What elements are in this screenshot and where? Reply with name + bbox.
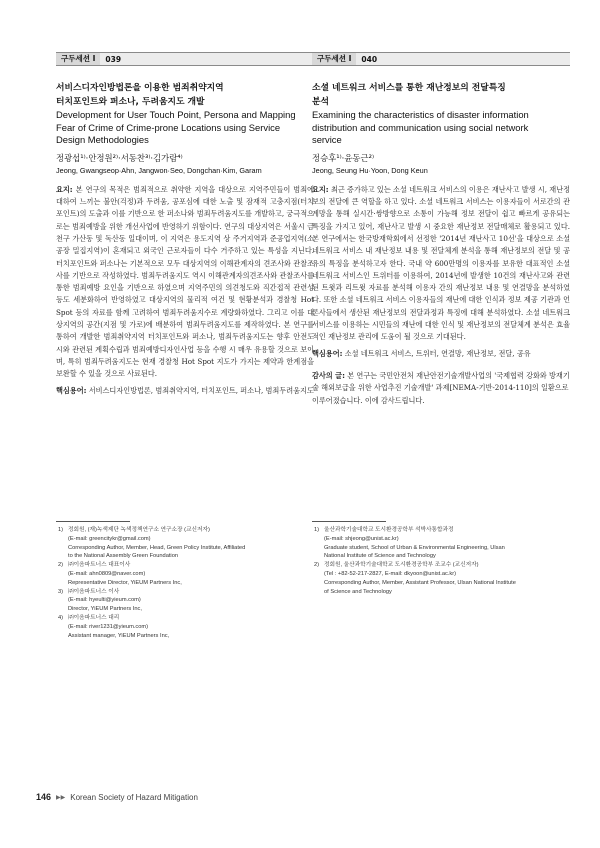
left-footnotes bbox=[56, 526, 312, 640]
authors-korean: 정승후¹⁾·윤동근²⁾ bbox=[312, 152, 375, 163]
section-number: 040 bbox=[361, 54, 378, 64]
double-arrow-icon: ▶▶ bbox=[56, 794, 66, 801]
section-number: 039 bbox=[105, 54, 122, 64]
abstract bbox=[312, 184, 570, 344]
title-korean: 소셜 네트워크 서비스를 통한 재난정보의 전달특징 분석 bbox=[312, 83, 506, 107]
right-article bbox=[312, 52, 570, 407]
keywords-label: 핵심용어: bbox=[56, 385, 87, 395]
footnote: 2) ㈜이음파트너스 대표이사 (E-mail: ahn0809@naver.com) Representative Director, YiEUM Partners Inc, bbox=[58, 562, 182, 586]
keywords-text: 서비스디자인방법론, 범죄취약지역, 터치포인트, 퍼소나, 범죄두려움지도 bbox=[86, 385, 314, 395]
abstract-text: 본 연구의 목적은 범죄적으로 취약한 지역을 대상으로 지역주민들이 범죄에 대하여 느끼는 불안(걱정)과 두려움, 공포심에 대한 노출 및 잠재적 고충지점(터치포인트)의 도출과 이를 기반으로 한 퍼소나와 범죄두려움지도를 개발하고, 궁극적으로는 범죄예방을 위한 개선사업에 반영하기 위함이다. 연구의 대상지역은 서울시 금천구 가산동 및 독산동 일대이며, 이 지역은 용도지역 상 주거지역과 준공업지역(소공장 밀집지역)이 혼재되고 외국인 근로자들이 다수 거주하고 있는 특성을 지닌다. 터치포인트와 퍼소나는 기본적으로 모두 대상지역의 이해관계자의 견조사와 관찰조사를 기반으로 작성하였다. 범죄두려움지도 역시 이해관계자의견조사와 관찰조사를 통한 범죄예방 요인을 기반으로 하였으며 지역주민의 의견청도와 직간접적 관련성 등도 세분화하여 반영하였고 대상지역의 물리적 여건 및 현황분석과 경찰청 Hot Spot 등의 자료를 함께 고려하여 범죄두려움지수로 계량화하였다. 그리고 이를 대상지역의 공간(지점 및 가로)에 배분하여 범죄두려움지도를 제작하였다. 본 연구를 통하여 개발한 범죄취약지역 터치포인트와 퍼소나, 범죄두려움지도는 향후 안전도시와 관련된 계획수립과 범죄예방디자인사업 등을 수행 시 매우 유용할 것으로 보이며, 특히 범죄두려움지도는 현재 경찰청 Hot Spot 지도가 가지는 제약과 한계점을 보완할 수 있을 것으로 사료된다. bbox=[56, 184, 314, 379]
acknowledgement bbox=[312, 370, 570, 407]
journal-name: Korean Society of Hazard Mitigation bbox=[70, 792, 198, 802]
abstract-label: 요지: bbox=[56, 184, 73, 194]
page-number: 146 bbox=[36, 792, 52, 802]
footnote: 2) 정회원, 울산과학기술대학교 도시환경공학부 조교수 (교신저자) (Tel : +82-52-217-2827, E-mail: dkyoon@unist.ac.kr) Corresponding Author, Member, Assistant Professor, Ulsan National Institute of Science and Technology bbox=[314, 562, 516, 595]
abstract-text: 최근 증가하고 있는 소셜 네트워크 서비스의 이용은 재난사고 발생 시, 재난정보의 전달에 큰 역할을 하고 있다. 소셜 네트워크 서비스는 이용자들이 서로간의 관계망을 통해 실시간·쌍방향으로 소통이 가능해 정보 전달이 쉽고 빠르게 공유되는 특징을 가지고 있어, 재난사고 발생 시 중요한 재난정보 전달매체로 활용되고 있다. 본 연구에서는 한국방재학회에서 선정한 '2014년 재난사고 10선'을 대상으로 소셜 네트워크 서비스 내 재난정보 내용 및 전달체계 분석을 통해 재난정보의 전달 및 공유의 특징을 분석하고자 한다. 국내 약 600만명의 이용자를 보유한 대표적인 소셜 네트워크 서비스인 트위터를 이용하여, 2014년에 발생한 10건의 재난사고와 관련된 트윗과 리트윗 자료를 분석해 이용자 간의 재난정보 내용 및 연결망을 분석하였다. 또한 소셜 네트워크 서비스 이용자들의 재난에 대한 인식과 정보 제공 기관과 언론사들에서 생산된 재난정보의 전달과정과 특징에 대해 분석하였다. 소셜 네트워크 서비스를 이용하는 시민들의 재난에 대한 인식 및 재난정보의 전달체계 분석은 효율적인 재난정보 관리에 도움이 될 것으로 기대된다. bbox=[312, 184, 570, 342]
title-korean: 서비스디자인방법론을 이용한 범죄취약지역 터치포인트와 퍼소나, 두려움지도 개발 bbox=[56, 83, 224, 107]
right-footnotes bbox=[312, 526, 568, 596]
left-article bbox=[56, 52, 314, 397]
abstract bbox=[56, 184, 314, 381]
acknowledgement-text: 본 연구는 국민안전처 재난안전기술개발사업의 '국제협력 강화와 방재기술 해외보급을 위한 사업추진 기술개발' 과제[NEMA-기반-2014-110]의 일환으로 이루어졌습니다. 이에 감사드립니다. bbox=[312, 370, 570, 405]
footnote: 1) 울산과학기술대학교 도시환경공학부 석박사통합과정 (E-mail: shjeong@unist.ac.kr) Graduate student, School of Urban & Environmental Engineering, Ulsan National Institute of Science and Technology bbox=[314, 527, 505, 560]
acknowledgement-label: 감사의 글: bbox=[312, 370, 345, 380]
section-tag: 구두세션 I bbox=[312, 53, 356, 65]
authors-english: Jeong, Gwangseop·Ahn, Jangwon·Seo, Dongchan·Kim, Garam bbox=[56, 165, 262, 175]
section-label bbox=[312, 52, 570, 66]
footnote: 4) ㈜이음파트너스 대리 (E-mail: river1231@yieum.com) Assistant manager, YiEUM Partners Inc, bbox=[58, 614, 170, 639]
keywords bbox=[56, 385, 314, 397]
authors-korean: 정광섭¹⁾·안정원²⁾·서동찬³⁾·김가람⁴⁾ bbox=[56, 152, 183, 163]
footnote-rule bbox=[56, 521, 130, 522]
keywords-label: 핵심용어: bbox=[312, 348, 343, 358]
section-label bbox=[56, 52, 314, 66]
authors-english: Jeong, Seung Hu·Yoon, Dong Keun bbox=[312, 165, 428, 175]
title-english: Examining the characteristics of disaster information distribution and communication using social network service bbox=[312, 109, 529, 146]
abstract-label: 요지: bbox=[312, 184, 329, 194]
page-footer bbox=[36, 792, 198, 802]
footnote: 1) 정회원, (재)녹색제단 녹색정책연구소 연구소장 (교신저자) (E-mail: greencitykr@gmail.com) Corresponding Author, Member, Head, Green Policy Institute, Affiliated to the National Assembly Green Foundation bbox=[58, 527, 246, 560]
section-tag: 구두세션 I bbox=[56, 53, 100, 65]
footnote-rule bbox=[312, 521, 386, 522]
keywords-text: 소셜 네트워크 서비스, 트위터, 연결망, 재난정보, 전달, 공유 bbox=[342, 348, 531, 358]
footnote: 3) ㈜이음파트너스 이사 (E-mail: hyeulti@yieum.com) Director, YiEUM Partners Inc, bbox=[58, 588, 142, 613]
title-english: Development for User Touch Point, Persona and Mapping Fear of Crime of Crime-prone Locations using Service Design Methodologies bbox=[56, 109, 296, 146]
keywords bbox=[312, 348, 570, 360]
